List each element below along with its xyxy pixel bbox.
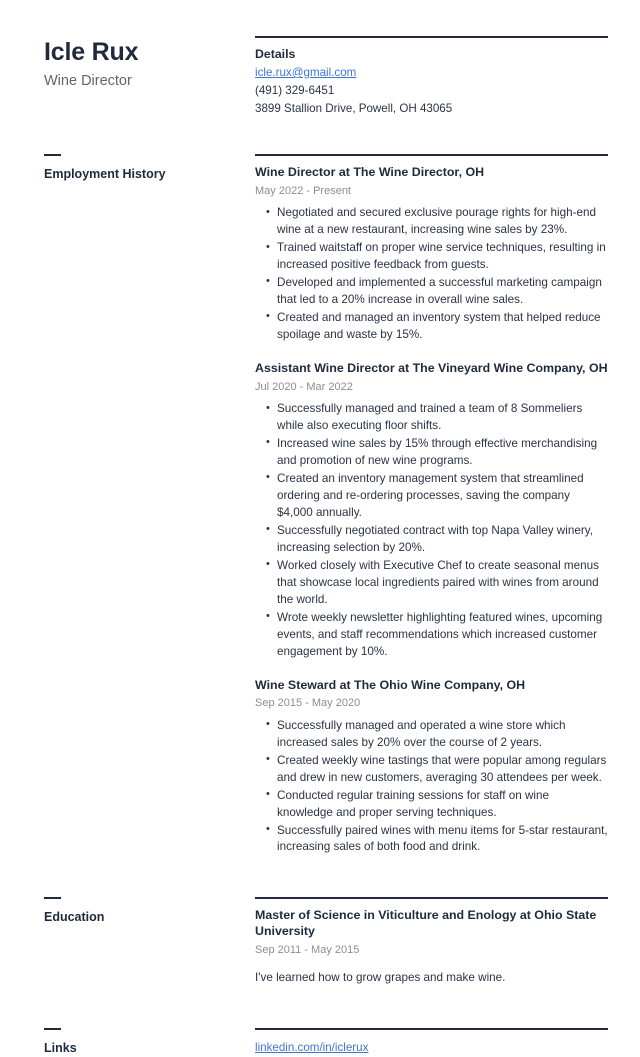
bullet-item: • Trained waitstaff on proper wine service techniques, resulting in increased positive feedback from guests. <box>277 240 608 274</box>
employment-section <box>0 154 640 858</box>
education-spacer <box>0 857 640 897</box>
bullet-item: • Created an inventory management system that streamlined ordering and re-ordering processes, saving the company $4,000 annually. <box>277 471 608 522</box>
section-label-employment: Employment History <box>44 166 166 181</box>
employment-entry-bullets <box>255 205 608 344</box>
employment-entries-column <box>251 154 608 858</box>
bullet-item: • Wrote weekly newsletter highlighting featured wines, upcoming events, and staff recommendations which increased customer engagement by 10%. <box>277 610 608 661</box>
bullet-item: • Negotiated and secured exclusive pourage rights for high-end wine at a new restaurant, increasing wine sales by 23%. <box>277 205 608 239</box>
bullet-item: • Conducted regular training sessions for staff on wine knowledge and proper serving techniques. <box>277 788 608 822</box>
employment-entry <box>255 361 608 661</box>
linkedin-link[interactable]: linkedin.com/in/iclerux <box>255 1041 369 1055</box>
employment-dash-marker <box>44 154 61 156</box>
education-dash-marker <box>44 897 61 899</box>
links-divider <box>255 1028 608 1030</box>
employment-entry-date: May 2022 - Present <box>255 184 351 197</box>
bullet-item: • Successfully managed and trained a team of 8 Sommeliers while also executing floor shifts. <box>277 401 608 435</box>
email-link[interactable]: icle.rux@gmail.com <box>255 66 357 79</box>
details-divider <box>255 36 608 38</box>
bullet-item: • Successfully negotiated contract with top Napa Valley winery, increasing selection by 20%. <box>277 523 608 557</box>
education-entry-description: I've learned how to grow grapes and make wine. <box>255 970 506 984</box>
employment-entry <box>255 678 608 857</box>
detail-phone: (491) 329-6451 <box>255 83 335 97</box>
education-divider <box>255 897 608 899</box>
header-spacer <box>0 118 640 154</box>
link-row <box>255 1039 608 1057</box>
bullet-item: • Created weekly wine tastings that were popular among regulars and drew in new customers, averaging 30 attendees per week. <box>277 753 608 787</box>
detail-address: 3899 Stallion Drive, Powell, OH 43065 <box>255 101 453 115</box>
detail-email-line <box>255 64 608 82</box>
links-spacer <box>0 986 640 1028</box>
education-entry-title: Master of Science in Viticulture and Enology at Ohio State University <box>255 908 597 939</box>
header-identity <box>44 36 251 118</box>
employment-entry <box>255 165 608 344</box>
bullet-item: • Successfully paired wines with menu items for 5-star restaurant, increasing sales of both food and drink. <box>277 823 608 857</box>
employment-divider <box>255 154 608 156</box>
section-label-links: Links <box>44 1041 77 1056</box>
links-section <box>0 1028 640 1057</box>
education-entries-column <box>251 897 608 986</box>
employment-entry-date: Sep 2015 - May 2020 <box>255 697 361 710</box>
bullet-item: • Developed and implemented a successful marketing campaign that led to a 20% increase in overall wine sales. <box>277 275 608 309</box>
employment-entry-title: Wine Steward at The Ohio Wine Company, OH <box>255 677 526 692</box>
page-title: Icle Rux <box>44 38 139 66</box>
details-section <box>251 36 608 118</box>
employment-entry-date: Jul 2020 - Mar 2022 <box>255 380 353 393</box>
job-title: Wine Director <box>44 72 132 89</box>
education-section <box>0 897 640 986</box>
employment-entry-title: Wine Director at The Wine Director, OH <box>255 164 485 179</box>
education-label-column <box>44 897 251 986</box>
section-label-education: Education <box>44 910 105 925</box>
employment-entry-bullets <box>255 718 608 857</box>
links-entries-column <box>251 1028 608 1057</box>
bullet-item: • Worked closely with Executive Chef to create seasonal menus that showcase local ingredients paired with wines from around the world. <box>277 558 608 609</box>
employment-entry-title: Assistant Wine Director at The Vineyard Wine Company, OH <box>255 360 608 375</box>
links-dash-marker <box>44 1028 61 1030</box>
bullet-item: • Created and managed an inventory system that helped reduce spoilage and waste by 15%. <box>277 310 608 344</box>
employment-label-column <box>44 154 251 858</box>
bullet-item: • Increased wine sales by 15% through effective merchandising and promotion of new wine programs. <box>277 436 608 470</box>
education-entry-date: Sep 2011 - May 2015 <box>255 944 360 957</box>
education-entry <box>255 908 608 986</box>
bullet-item: • Successfully managed and operated a wine store which increased sales by 20% over the course of 2 years. <box>277 718 608 752</box>
details-heading: Details <box>255 47 296 61</box>
resume-header <box>0 0 640 118</box>
employment-entry-bullets <box>255 401 608 661</box>
links-label-column <box>44 1028 251 1057</box>
